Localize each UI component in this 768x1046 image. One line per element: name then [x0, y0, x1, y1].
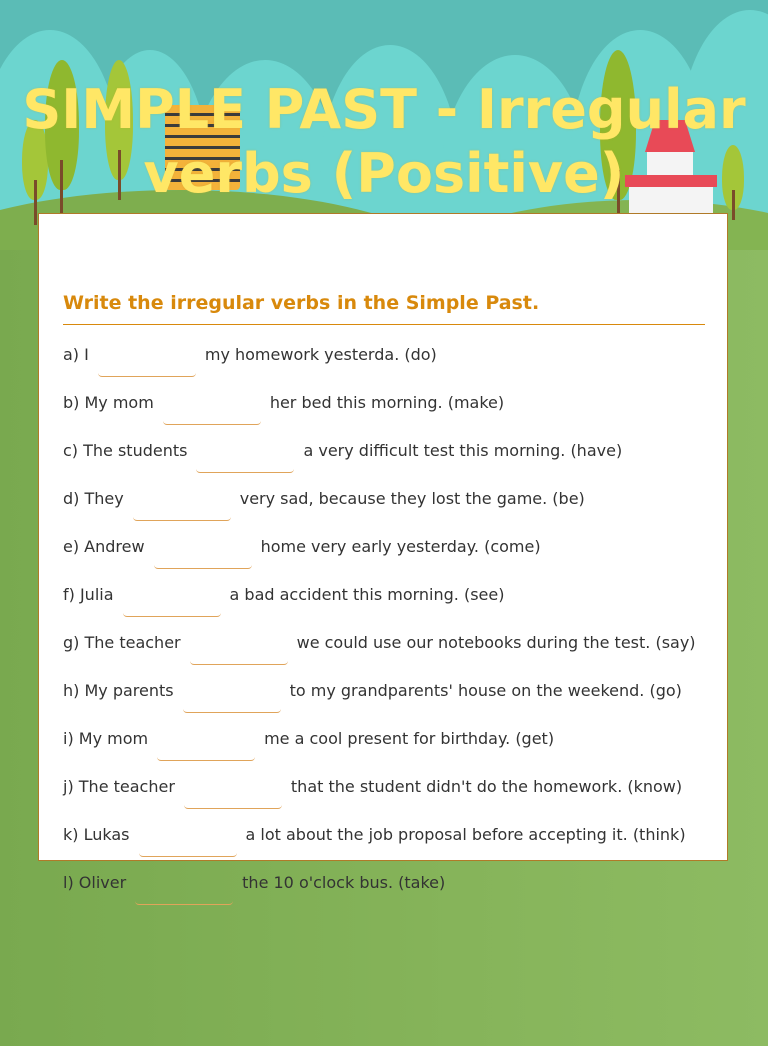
- exercise-prompt: a) I: [63, 345, 89, 364]
- exercise-rest: my homework yesterda. (do): [204, 345, 437, 364]
- answer-input[interactable]: [196, 450, 294, 473]
- exercise-prompt: e) Andrew: [63, 537, 145, 556]
- answer-input[interactable]: [123, 594, 221, 617]
- exercise-rest: the 10 o'clock bus. (take): [242, 873, 446, 892]
- exercise-rest: very sad, because they lost the game. (be): [239, 489, 585, 508]
- exercise-prompt: j) The teacher: [63, 777, 175, 796]
- exercise-item: [63, 582, 713, 617]
- exercise-list: [63, 342, 713, 918]
- answer-input[interactable]: [157, 738, 255, 761]
- exercise-prompt: l) Oliver: [63, 873, 127, 892]
- instruction-heading: Write the irregular verbs in the Simple Past.: [63, 292, 705, 325]
- exercise-prompt: f) Julia: [63, 585, 114, 604]
- exercise-item: [63, 342, 713, 377]
- exercise-item: [63, 870, 713, 905]
- answer-input[interactable]: [98, 354, 196, 377]
- exercise-prompt: k) Lukas: [63, 825, 130, 844]
- exercise-item: [63, 726, 713, 761]
- exercise-rest: we could use our notebooks during the test. (say): [296, 633, 696, 652]
- page-title: SIMPLE PAST - Irregular verbs (Positive): [22, 78, 746, 205]
- exercise-item: [63, 822, 713, 857]
- exercise-rest: that the student didn't do the homework. (know): [290, 777, 683, 796]
- exercise-prompt: g) The teacher: [63, 633, 181, 652]
- exercise-rest: a lot about the job proposal before accepting it. (think): [245, 825, 686, 844]
- exercise-rest: a bad accident this morning. (see): [229, 585, 505, 604]
- exercise-item: [63, 390, 713, 425]
- answer-input[interactable]: [139, 834, 237, 857]
- answer-input[interactable]: [154, 546, 252, 569]
- exercise-prompt: d) They: [63, 489, 124, 508]
- exercise-rest: me a cool present for birthday. (get): [264, 729, 555, 748]
- answer-input[interactable]: [190, 642, 288, 665]
- answer-input[interactable]: [133, 498, 231, 521]
- answer-input[interactable]: [184, 786, 282, 809]
- answer-input[interactable]: [183, 690, 281, 713]
- answer-input[interactable]: [135, 882, 233, 905]
- exercise-item: [63, 438, 713, 473]
- exercise-item: [63, 774, 713, 809]
- exercise-item: [63, 534, 713, 569]
- exercise-rest: a very difficult test this morning. (have): [303, 441, 623, 460]
- exercise-rest: to my grandparents' house on the weekend. (go): [289, 681, 682, 700]
- exercise-prompt: i) My mom: [63, 729, 149, 748]
- exercise-item: [63, 678, 713, 713]
- exercise-item: [63, 486, 713, 521]
- answer-input[interactable]: [163, 402, 261, 425]
- exercise-prompt: h) My parents: [63, 681, 174, 700]
- exercise-rest: home very early yesterday. (come): [260, 537, 541, 556]
- exercise-prompt: b) My mom: [63, 393, 154, 412]
- exercise-prompt: c) The students: [63, 441, 188, 460]
- worksheet-card: [38, 213, 728, 892]
- exercise-item: [63, 630, 713, 665]
- exercise-rest: her bed this morning. (make): [269, 393, 505, 412]
